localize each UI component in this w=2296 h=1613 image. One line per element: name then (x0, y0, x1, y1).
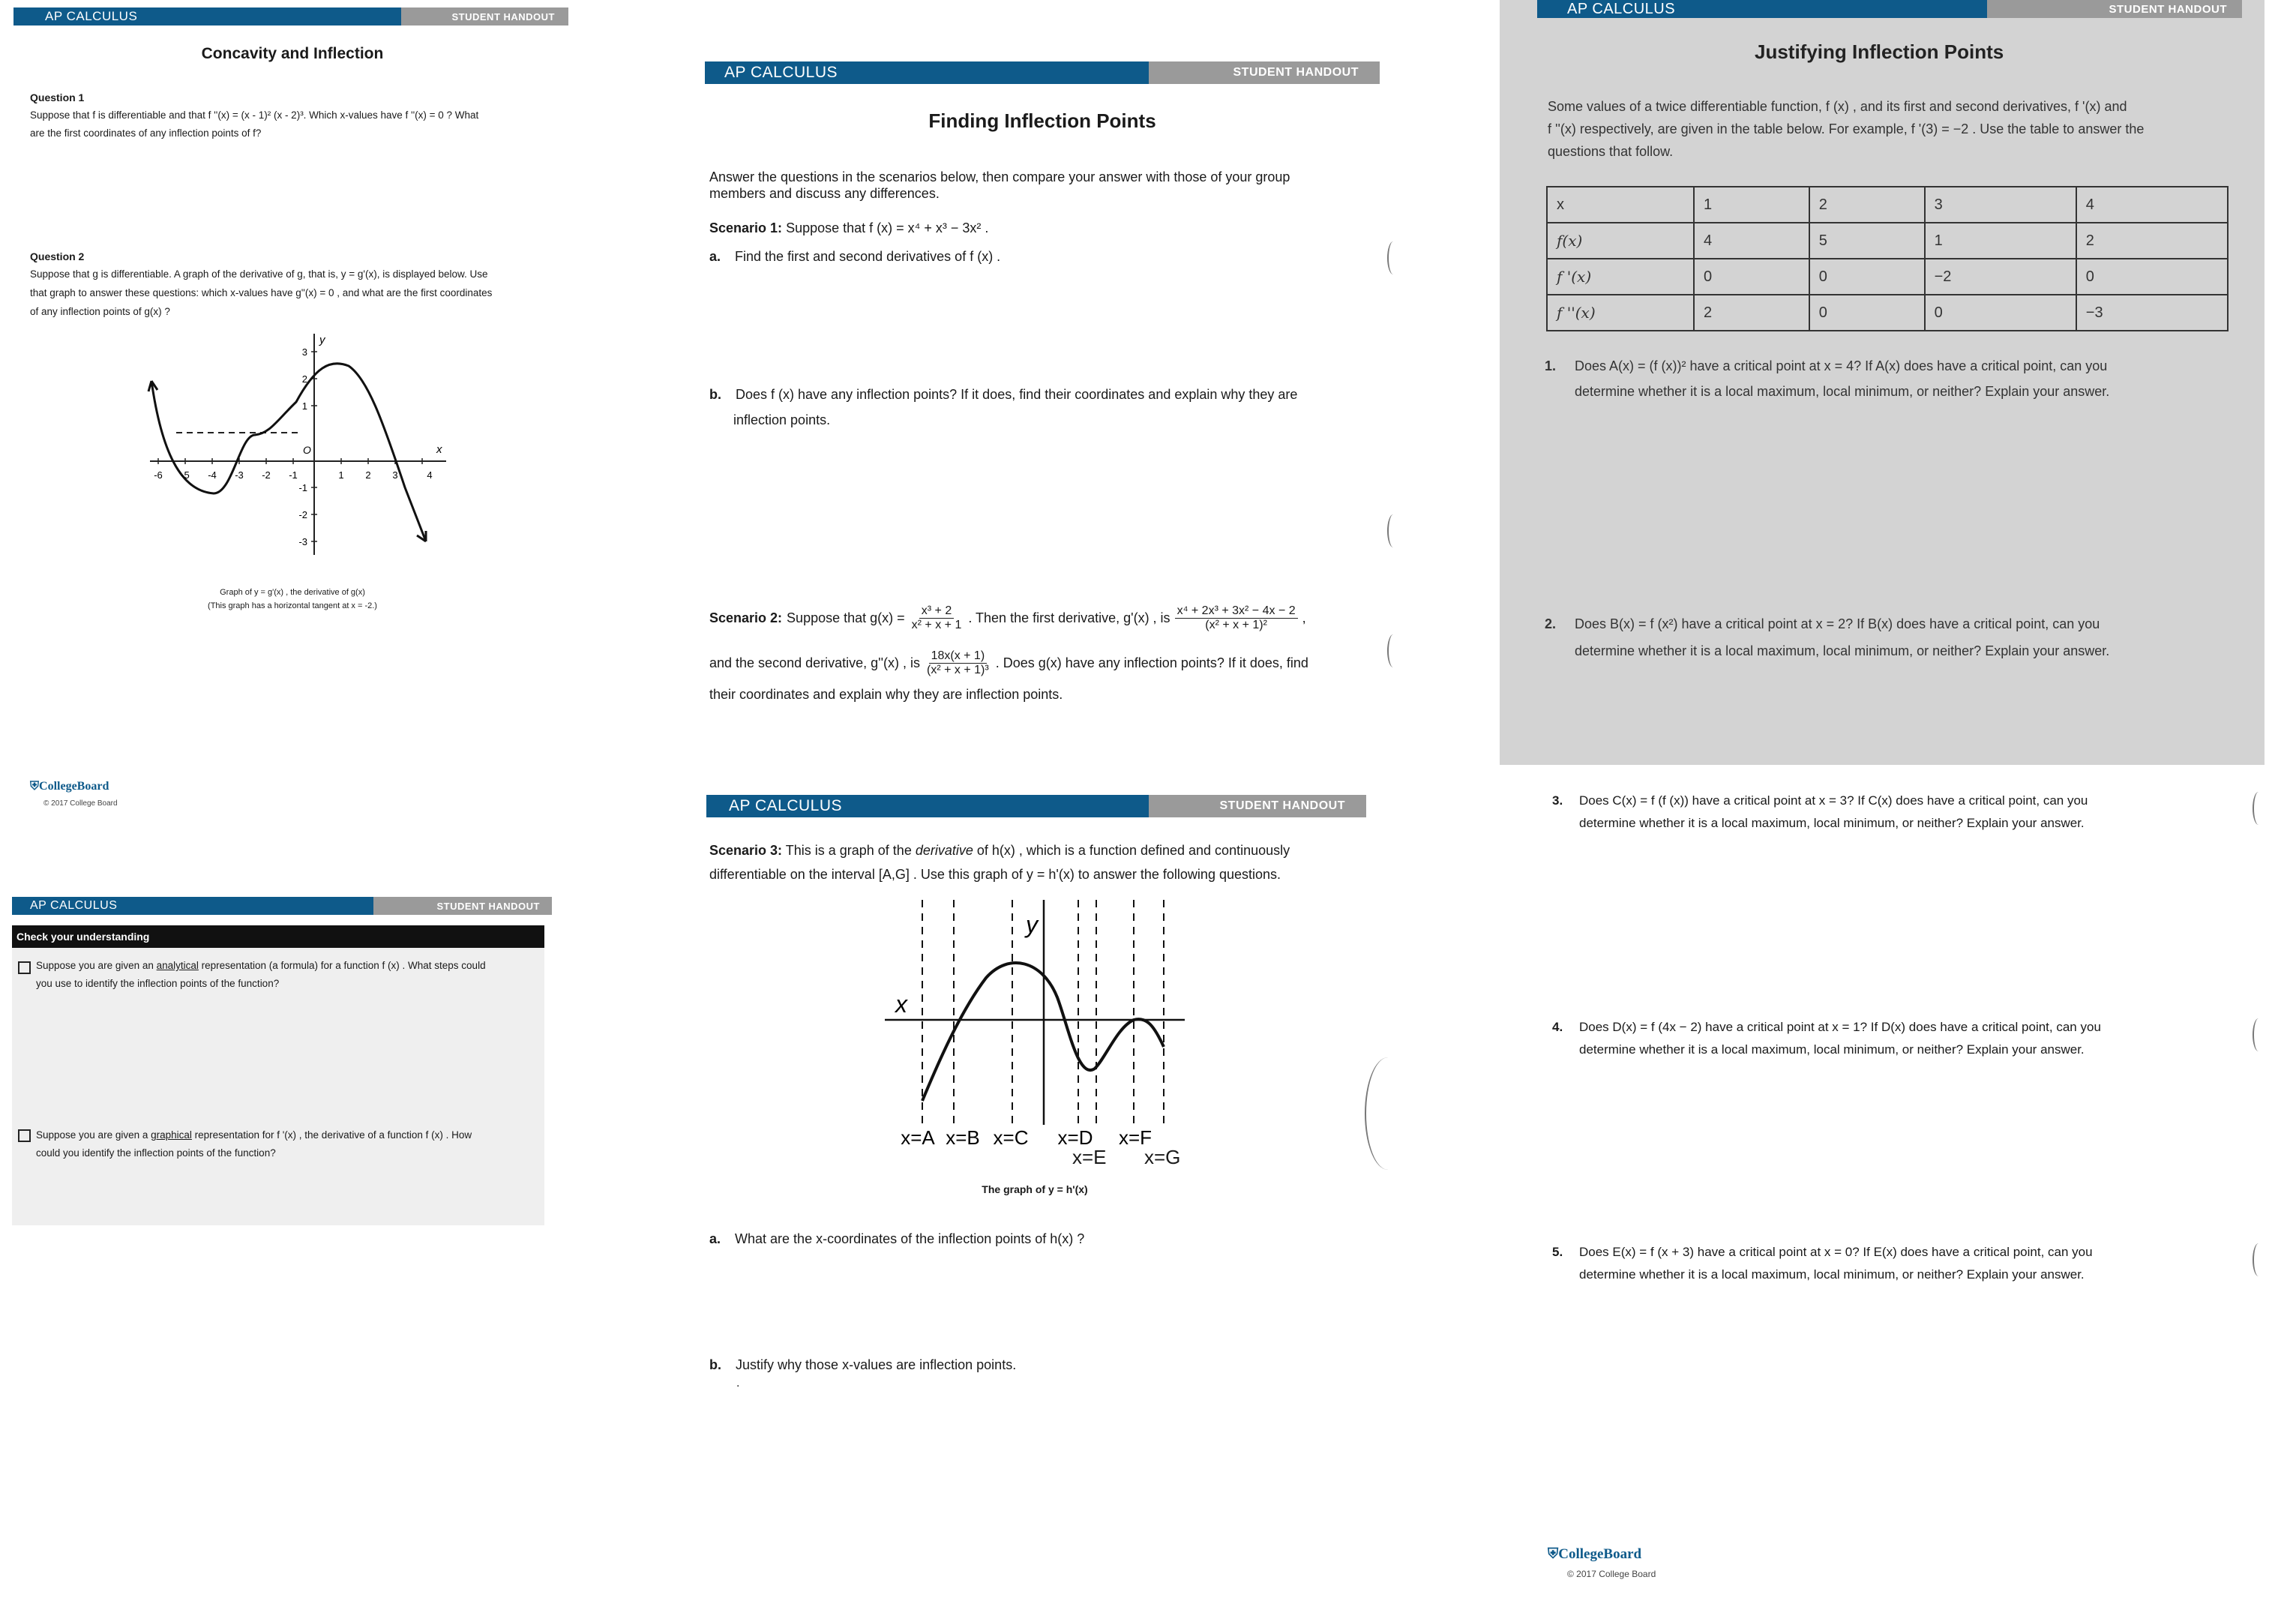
part-text: Find the first and second derivatives of f (x) . (735, 249, 1001, 264)
x-marker-label: x=E (1072, 1146, 1107, 1168)
fraction (925, 649, 991, 677)
scenario-1 (709, 220, 988, 236)
denominator: (x² + x + 1)² (1205, 619, 1267, 631)
axis-label: y (319, 334, 325, 346)
table-cell: 2 (2076, 223, 2228, 259)
collegeboard-logo (1548, 1546, 1641, 1563)
question-text: determine whether it is a local maximum, local minimum, or neither? Explain your answer. (1575, 384, 2110, 399)
logo-text: CollegeBoard (1558, 1546, 1642, 1562)
table-cell: 0 (1809, 295, 1925, 331)
tick-label: 1 (338, 469, 344, 481)
scenario-text: of h(x) , which is a function defined and continuously (973, 843, 1290, 858)
tick-label: 2 (301, 373, 307, 385)
page-edge-mark (2253, 792, 2265, 825)
part-b (709, 1357, 1016, 1373)
question-text: determine whether it is a local maximum, local minimum, or neither? Explain your answer. (1579, 1267, 2085, 1282)
part-label: b. (709, 387, 721, 402)
question-number: 2. (1545, 616, 1557, 631)
collegeboard-logo (30, 780, 109, 793)
scenario-text: This is a graph of the (785, 843, 916, 858)
handwritten-label: f '(x) (1547, 259, 1694, 295)
checkbox[interactable] (18, 1129, 31, 1142)
x-marker-label: x=A (901, 1126, 935, 1149)
x-marker-label: x=F (1118, 1126, 1152, 1149)
instructions: Answer the questions in the scenarios below, then compare your answer with those of your group (709, 169, 1290, 184)
handout-justifying-photo (1500, 0, 2265, 765)
part-text: Does f (x) have any inflection points? If it does, find their coordinates and explain why they are (736, 387, 1298, 402)
banner-course: AP CALCULUS (12, 897, 373, 915)
page-title: Concavity and Inflection (201, 45, 384, 62)
table-cell: 0 (1809, 259, 1925, 295)
banner-label: STUDENT HANDOUT (1149, 61, 1380, 84)
fraction (1175, 604, 1298, 632)
scenario-label: Scenario 3: (709, 843, 783, 858)
x-marker-label: x=D (1057, 1126, 1093, 1149)
table-cell: x (1547, 187, 1694, 223)
handout-banner (12, 897, 552, 915)
table-cell: 3 (1925, 187, 2076, 223)
part-text: Justify why those x-values are inflection points. (736, 1357, 1017, 1372)
scenario-text: Suppose that f (x) = x⁴ + x³ − 3x² . (786, 220, 989, 235)
fraction (910, 604, 964, 632)
handout-banner (706, 795, 1366, 817)
handout-scenario-3 (690, 787, 1410, 1537)
axis-label: x (895, 991, 907, 1018)
table-cell: −2 (1925, 259, 2076, 295)
check-item-text-part: representation for f '(x) , the derivative of a function f (x) . How (191, 1129, 472, 1141)
check-box-panel (12, 925, 544, 1225)
tick-label: 1 (301, 400, 307, 412)
question-text: Does E(x) = f (x + 3) have a critical point at x = 0? If E(x) does have a critical point, can you (1579, 1245, 2093, 1259)
question-text: are the first coordinates of any inflection points of f? (30, 127, 262, 139)
tick-label: -3 (235, 469, 244, 481)
question-label: Question 2 (30, 250, 85, 262)
denominator: (x² + x + 1)³ (927, 664, 989, 676)
handout-justifying-continued (1500, 765, 2265, 1605)
instructions: Some values of a twice differentiable function, f (x) , and its first and second derivatives, f '(x) and (1548, 99, 2127, 114)
question-text: Suppose that g is differentiable. A graph of the derivative of g, that is, y = g'(x), is displayed below. Use (30, 268, 488, 280)
check-item-text-part: Suppose you are given a (36, 1129, 151, 1141)
handout-banner (705, 61, 1380, 84)
denominator: x² + x + 1 (911, 619, 962, 631)
scenario-text: . Then the first derivative, g'(x) , is (968, 610, 1170, 625)
table-cell: 2 (1809, 187, 1925, 223)
banner-course: AP CALCULUS (13, 7, 401, 25)
table-cell: 2 (1694, 295, 1809, 331)
tick-label: -3 (298, 536, 307, 547)
check-item-text: you use to identify the inflection points of the function? (36, 978, 280, 989)
check-item-text (36, 960, 486, 971)
page-title: Finding Inflection Points (928, 109, 1156, 132)
scenario-2-line (709, 604, 1306, 632)
table-cell: 1 (1925, 223, 2076, 259)
axis-label: x (436, 443, 442, 456)
tick-label: 2 (365, 469, 371, 481)
graph-caption: (This graph has a horizontal tangent at x = -2.) (208, 601, 377, 610)
scenario-emphasis: derivative (915, 843, 973, 858)
check-item-text (36, 1129, 472, 1141)
part-text: What are the x-coordinates of the inflection points of h(x) ? (735, 1231, 1085, 1246)
question-number: 4. (1552, 1020, 1563, 1034)
handwritten-label: f ''(x) (1547, 295, 1694, 331)
table-cell: 4 (2076, 187, 2228, 223)
handout-finding-inflection (690, 45, 1410, 795)
scenario-3 (709, 843, 1290, 859)
question-text: Does A(x) = (f (x))² have a critical point at x = 4? If A(x) does have a critical point, can you (1575, 358, 2108, 373)
part-text: inflection points. (733, 412, 831, 427)
banner-label: STUDENT HANDOUT (1149, 795, 1366, 817)
graph-caption: The graph of y = h'(x) (982, 1183, 1088, 1195)
scenario-text: and the second derivative, g''(x) , is (709, 655, 921, 670)
table-cell: 0 (1694, 259, 1809, 295)
tick-label: -5 (181, 469, 190, 481)
tick-label: -2 (262, 469, 271, 481)
banner-label: STUDENT HANDOUT (1987, 0, 2242, 18)
table-cell: 0 (1925, 295, 2076, 331)
handout-concavity (0, 0, 585, 825)
question-number: 5. (1552, 1245, 1563, 1259)
part-label: a. (709, 249, 721, 264)
table-cell: 0 (2076, 259, 2228, 295)
question-text: determine whether it is a local maximum, local minimum, or neither? Explain your answer. (1579, 1042, 2085, 1057)
graph-caption: Graph of y = g'(x) , the derivative of g(x) (220, 588, 365, 597)
scenario-text: , (1302, 610, 1306, 625)
numerator: x³ + 2 (919, 604, 954, 619)
stray-dot: . (736, 1377, 740, 1390)
question-text: Does D(x) = f (4x − 2) have a critical point at x = 1? If D(x) does have a critical point, can you (1579, 1020, 2101, 1034)
check-header: Check your understanding (12, 925, 544, 948)
banner-label: STUDENT HANDOUT (373, 897, 552, 915)
question-label: Question 1 (30, 91, 85, 103)
shield-icon: ⛨ (1548, 1546, 1559, 1562)
question-text: that graph to answer these questions: which x-values have g''(x) = 0 , and what are the first coordinates (30, 287, 493, 298)
tick-label: 3 (392, 469, 398, 481)
tick-label: 3 (301, 346, 307, 358)
logo-text: CollegeBoard (39, 780, 109, 793)
handout-banner (13, 7, 568, 25)
question-text: Does C(x) = f (f (x)) have a critical point at x = 3? If C(x) does have a critical point, can you (1579, 793, 2088, 808)
table-cell: 1 (1694, 187, 1809, 223)
question-text: determine whether it is a local maximum, local minimum, or neither? Explain your answer. (1579, 816, 2085, 830)
scenario-text: differentiable on the interval [A,G] . Use this graph of y = h'(x) to answer the following questions. (709, 867, 1281, 882)
derivative-graph (142, 330, 457, 555)
table-cell: 5 (1809, 223, 1925, 259)
checkbox[interactable] (18, 961, 31, 974)
banner-course: AP CALCULUS (705, 61, 1149, 84)
copyright: © 2017 College Board (1567, 1569, 1656, 1579)
table-header-row (1547, 187, 2228, 223)
instructions: members and discuss any differences. (709, 186, 940, 201)
part-a (709, 249, 1000, 265)
page-edge-mark (1387, 241, 1399, 274)
question-number: 3. (1552, 793, 1563, 808)
handout-check-understanding (0, 892, 585, 1252)
tick-label: -1 (289, 469, 298, 481)
scenario-text: Suppose that g(x) = (787, 610, 905, 625)
question-text: Does B(x) = f (x²) have a critical point at x = 2? If B(x) does have a critical point, can you (1575, 616, 2100, 631)
tick-label: -1 (298, 482, 307, 493)
x-marker-label: x=B (946, 1126, 980, 1149)
tick-label: -6 (154, 469, 163, 481)
part-label: b. (709, 1357, 721, 1372)
check-item-emphasis: analytical (156, 960, 199, 971)
page-title: Justifying Inflection Points (1755, 40, 2004, 63)
question-text: determine whether it is a local maximum, local minimum, or neither? Explain your answer. (1575, 643, 2110, 658)
scenario-label: Scenario 1: (709, 220, 783, 235)
scenario-label: Scenario 2: (709, 610, 783, 625)
page-edge-mark (1365, 1057, 1411, 1170)
handwritten-label: f(x) (1547, 223, 1694, 259)
check-item-text-part: representation (a formula) for a function f (x) . What steps could (198, 960, 486, 971)
page-edge-mark (2253, 1243, 2265, 1276)
page-edge-mark (2253, 1018, 2265, 1051)
page-edge-mark (1387, 634, 1399, 667)
shield-icon: ⛨ (30, 780, 40, 793)
page-edge-mark (1387, 514, 1399, 547)
check-item-emphasis: graphical (151, 1129, 192, 1141)
check-item-text-part: Suppose you are given an (36, 960, 157, 971)
banner-label: STUDENT HANDOUT (401, 7, 568, 25)
instructions: f ''(x) respectively, are given in the table below. For example, f '(3) = −2 . Use the table to answer the (1548, 121, 2145, 136)
instructions: questions that follow. (1548, 144, 1674, 159)
numerator: x⁴ + 2x³ + 3x² − 4x − 2 (1175, 604, 1298, 619)
handout-banner (1537, 0, 2242, 18)
table-cell: −3 (2076, 295, 2228, 331)
scenario-text: . Does g(x) have any inflection points? If it does, find (995, 655, 1308, 670)
table-row (1547, 295, 2228, 331)
tick-label: 4 (427, 469, 433, 481)
x-marker-label: x=G (1144, 1146, 1181, 1168)
axis-label: y (1026, 911, 1038, 938)
part-label: a. (709, 1231, 721, 1246)
question-text: of any inflection points of g(x) ? (30, 306, 170, 317)
check-item-text: could you identify the inflection points of the function? (36, 1147, 276, 1159)
table-row (1547, 259, 2228, 295)
x-marker-label: x=C (993, 1126, 1029, 1149)
question-number: 1. (1545, 358, 1557, 373)
banner-course: AP CALCULUS (706, 795, 1149, 817)
scenario-2-line (709, 649, 1308, 677)
scenario-text: their coordinates and explain why they are inflection points. (709, 687, 1063, 702)
copyright: © 2017 College Board (43, 799, 118, 808)
part-a (709, 1231, 1084, 1247)
question-text: Suppose that f is differentiable and that f ''(x) = (x - 1)² (x - 2)³. Which x-values have f ''(x) = 0 ? What (30, 109, 479, 121)
origin-label: O (303, 444, 311, 456)
tick-label: -2 (298, 509, 307, 520)
table-row (1547, 223, 2228, 259)
part-b (709, 387, 1297, 403)
h-prime-graph (885, 900, 1185, 1155)
values-table (1546, 186, 2229, 331)
numerator: 18x(x + 1) (929, 649, 988, 664)
banner-course: AP CALCULUS (1537, 0, 1987, 18)
tick-label: -4 (208, 469, 217, 481)
table-cell: 4 (1694, 223, 1809, 259)
